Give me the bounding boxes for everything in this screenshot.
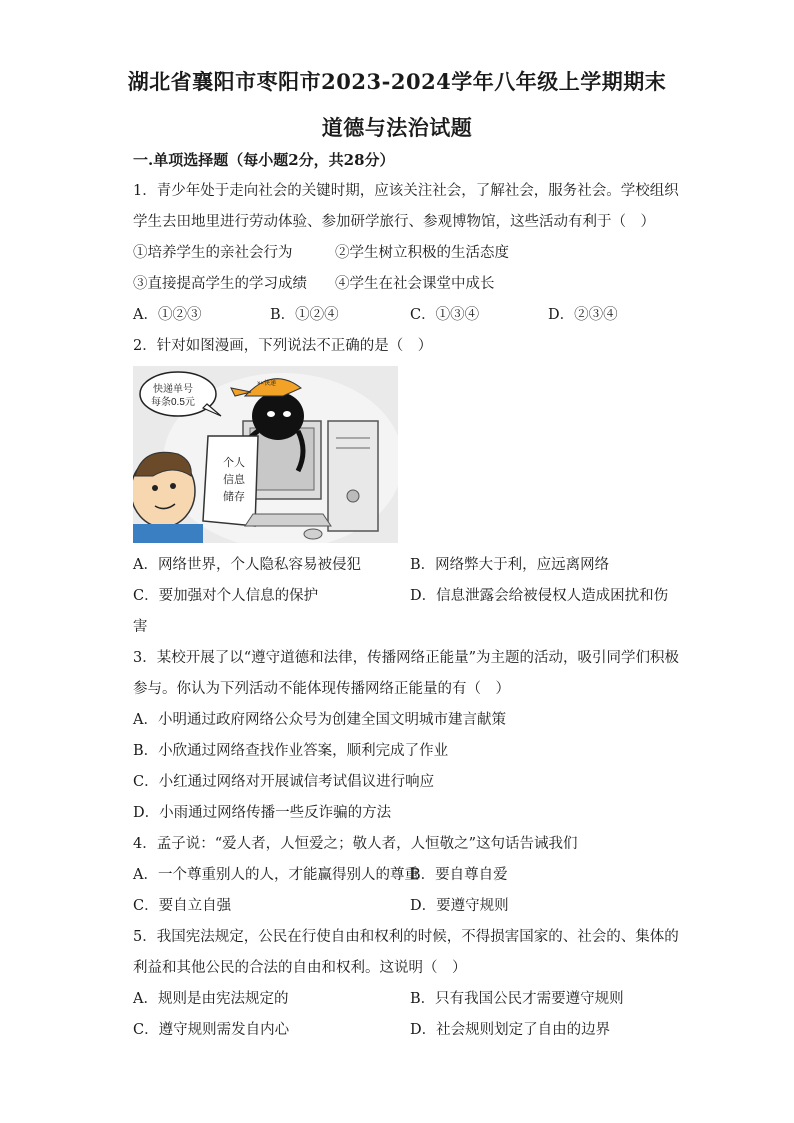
page-title-line1: 湖北省襄阳市枣阳市2023-2024学年八年级上学期期末	[127, 69, 667, 94]
q1-item2: ②学生树立积极的生活态度	[335, 245, 509, 261]
q1-option-a: A．①②③	[133, 307, 202, 323]
q2-option-d-line1: D．信息泄露会给被侵权人造成困扰和伤	[410, 588, 669, 604]
q1-item3: ③直接提高学生的学习成绩	[133, 276, 307, 292]
cap-text: ××快递	[257, 381, 277, 387]
q3-option-c: C．小红通过网络对开展诚信考试倡议进行响应	[133, 774, 435, 790]
q4-option-a: A．一个尊重别人的人，才能赢得别人的尊重	[133, 867, 419, 883]
q3-option-a: A．小明通过政府网络公众号为创建全国文明城市建言献策	[133, 712, 506, 728]
page-title-line2: 道德与法治试题	[321, 115, 473, 140]
q1-stem-line2: 学生去田地里进行劳动体验、参加研学旅行、参观博物馆，这些活动有利于（ ）	[133, 214, 655, 230]
q5-option-d: D．社会规则划定了自由的边界	[410, 1022, 611, 1038]
bubble-text-line1: 快递单号	[153, 384, 193, 395]
q5-option-a: A．规则是由宪法规定的	[133, 991, 289, 1007]
q1-item1: ①培养学生的亲社会行为	[133, 245, 293, 261]
q3-stem-line2: 参与。你认为下列活动不能体现传播网络正能量的有（ ）	[133, 681, 510, 697]
keyboard	[245, 514, 331, 526]
q2-comic-image	[133, 366, 398, 543]
q5-option-b: B．只有我国公民才需要遵守规则	[410, 991, 624, 1007]
q1-option-b: B．①②④	[270, 307, 339, 323]
q5-option-c: C．遵守规则需发自内心	[133, 1022, 290, 1038]
q5-stem-line2: 利益和其他公民的合法的自由和权利。这说明（ ）	[133, 960, 467, 976]
q3-option-b: B．小欣通过网络查找作业答案，顺利完成了作业	[133, 743, 449, 759]
q2-option-a: A．网络世界，个人隐私容易被侵犯	[133, 557, 361, 573]
bubble-text-line2: 每条0.5元	[151, 397, 195, 408]
q1-stem-line1: 1．青少年处于走向社会的关键时期，应该关注社会，了解社会，服务社会。学校组织	[133, 183, 679, 199]
q2-stem: 2．针对如图漫画，下列说法不正确的是（ ）	[133, 338, 433, 354]
q3-stem-line1: 3．某校开展了以“遵守道德和法律，传播网络正能量”为主题的活动，吸引同学们积极	[133, 650, 680, 666]
q1-option-d: D．②③④	[548, 307, 618, 323]
q5-stem-line1: 5．我国宪法规定，公民在行使自由和权利的时候，不得损害国家的、社会的、集体的	[133, 929, 679, 945]
mouse	[304, 529, 322, 539]
section-heading: 一.单项选择题（每小题2分，共28分）	[133, 151, 395, 169]
paper-line3: 储存	[223, 491, 245, 503]
paper-line2: 信息	[223, 474, 245, 486]
q4-option-b: B．要自尊自爱	[410, 867, 508, 883]
q2-option-c: C．要加强对个人信息的保护	[133, 588, 319, 604]
q2-option-d-line2: 害	[133, 619, 148, 635]
paper-line1: 个人	[223, 457, 245, 469]
q4-option-d: D．要遵守规则	[410, 898, 509, 914]
q4-option-c: C．要自立自强	[133, 898, 232, 914]
q4-stem: 4．孟子说：“爱人者，人恒爱之；敬人者，人恒敬之”这句话告诫我们	[133, 836, 578, 852]
q2-option-b: B．网络弊大于利，应远离网络	[410, 557, 610, 573]
q3-option-d: D．小雨通过网络传播一些反诈骗的方法	[133, 805, 392, 821]
q1-item4: ④学生在社会课堂中成长	[335, 276, 495, 292]
q1-option-c: C．①③④	[410, 307, 480, 323]
